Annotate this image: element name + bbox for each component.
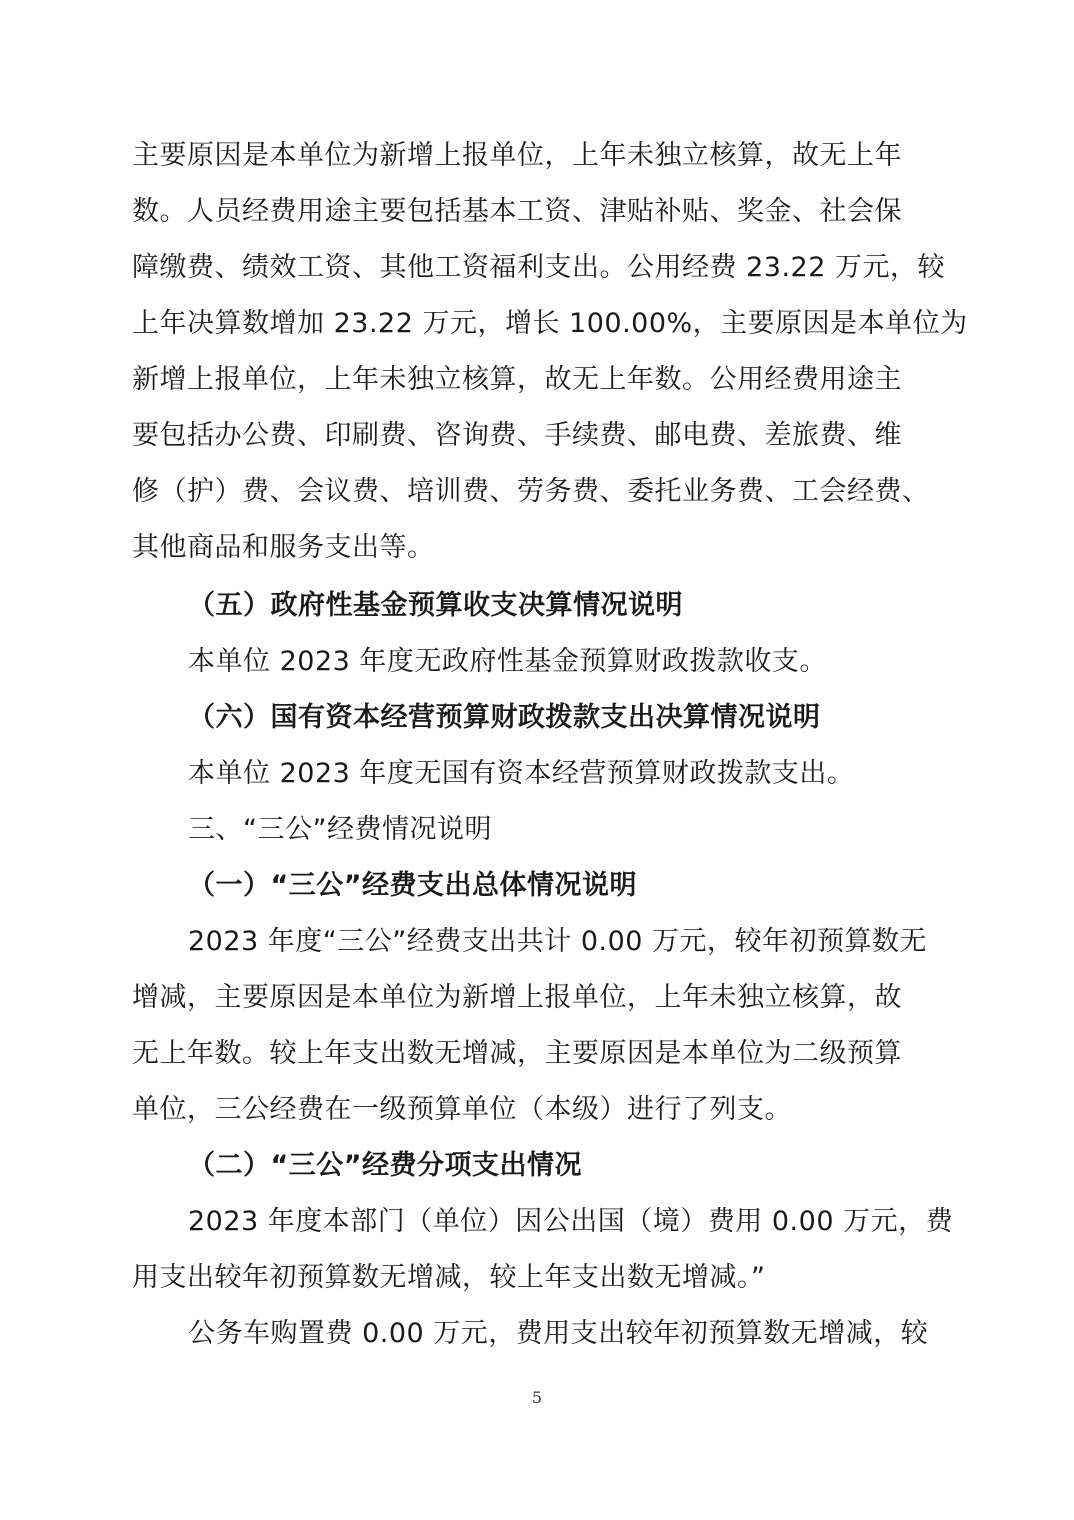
chapter-heading: 三、“三公”经费情况说明 <box>188 814 492 845</box>
section-heading: （二）“三公”经费分项支出情况 <box>188 1150 582 1181</box>
body-line: 增减，主要原因是本单位为新增上报单位，上年未独立核算，故 <box>132 982 902 1013</box>
body-line: 障缴费、绩效工资、其他工资福利支出。公用经费 23.22 万元，较 <box>132 252 945 283</box>
body-line: 要包括办公费、印刷费、咨询费、手续费、邮电费、差旅费、维 <box>132 420 902 451</box>
body-line: 2023 年度本部门（单位）因公出国（境）费用 0.00 万元，费 <box>188 1206 954 1237</box>
body-line: 新增上报单位，上年未独立核算，故无上年数。公用经费用途主 <box>132 364 902 395</box>
body-line: 用支出较年初预算数无增减，较上年支出数无增减。” <box>132 1262 766 1293</box>
body-line: 2023 年度“三公”经费支出共计 0.00 万元，较年初预算数无 <box>188 926 928 957</box>
section-heading: （六）国有资本经营预算财政拨款支出决算情况说明 <box>188 702 821 733</box>
body-line: 本单位 2023 年度无国有资本经营预算财政拨款支出。 <box>188 758 855 789</box>
body-line: 数。人员经费用途主要包括基本工资、津贴补贴、奖金、社会保 <box>132 196 902 227</box>
body-line: 公务车购置费 0.00 万元，费用支出较年初预算数无增减，较 <box>188 1318 929 1349</box>
body-line: 上年决算数增加 23.22 万元，增长 100.00%，主要原因是本单位为 <box>132 308 968 339</box>
body-line: 其他商品和服务支出等。 <box>132 532 435 563</box>
body-line: 无上年数。较上年支出数无增减，主要原因是本单位为二级预算 <box>132 1038 902 1069</box>
page-number: 5 <box>531 1388 543 1407</box>
body-line: 本单位 2023 年度无政府性基金预算财政拨款收支。 <box>188 646 827 677</box>
section-heading: （一）“三公”经费支出总体情况说明 <box>188 870 637 901</box>
body-line: 修（护）费、会议费、培训费、劳务费、委托业务费、工会经费、 <box>132 476 930 507</box>
body-line: 单位，三公经费在一级预算单位（本级）进行了列支。 <box>132 1094 792 1125</box>
body-line: 主要原因是本单位为新增上报单位，上年未独立核算，故无上年 <box>132 140 902 171</box>
section-heading: （五）政府性基金预算收支决算情况说明 <box>188 590 683 621</box>
